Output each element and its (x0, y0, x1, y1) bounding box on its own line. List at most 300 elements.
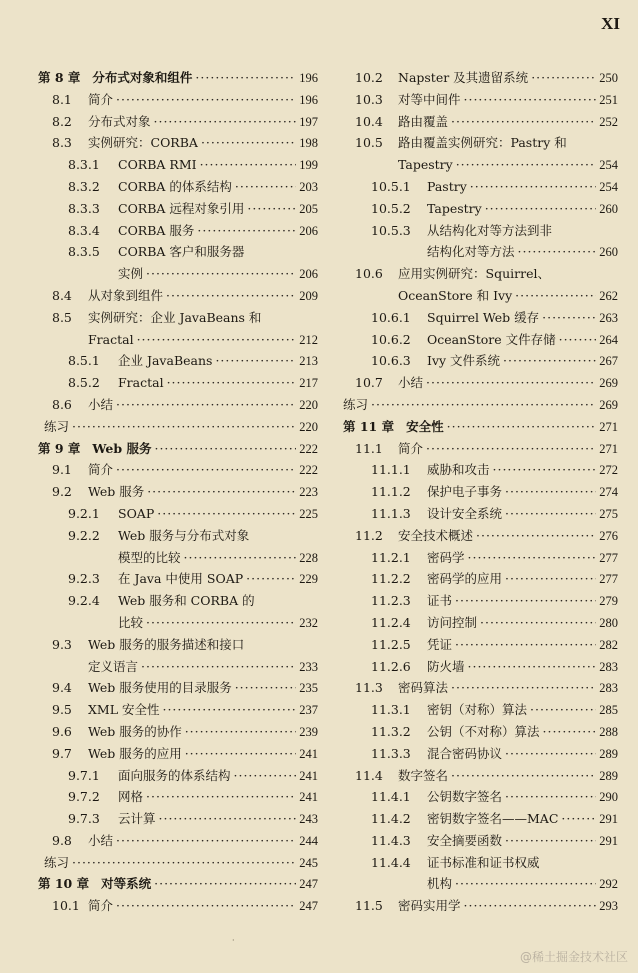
toc-title: Fractal (88, 331, 134, 347)
toc-number: 9.2.4 (68, 593, 100, 609)
toc-page: 243 (299, 812, 318, 827)
toc-section[interactable] (343, 198, 618, 220)
toc-section[interactable] (38, 89, 318, 111)
toc-number: 9.7 (52, 745, 72, 761)
toc-title: 对等中间件 (398, 91, 461, 107)
toc-page: 225 (299, 506, 318, 521)
toc-page: 292 (599, 877, 618, 892)
toc-title: Tapestry (427, 200, 482, 216)
toc-page: 220 (299, 397, 318, 412)
toc-number: 第 8 章 (38, 70, 81, 85)
leader-dots (157, 503, 296, 525)
toc-section[interactable] (38, 176, 318, 198)
toc-page: 276 (599, 528, 618, 543)
toc-section[interactable] (38, 285, 318, 307)
toc-page: 288 (599, 724, 618, 739)
toc-title: 威胁和攻击 (427, 462, 490, 478)
leader-dots (159, 808, 297, 830)
toc-title: 企业 JavaBeans (118, 353, 213, 369)
toc-page: 289 (599, 768, 618, 783)
toc-section[interactable] (38, 612, 318, 634)
toc-section[interactable] (343, 677, 618, 699)
toc-page: 206 (299, 223, 318, 238)
toc-number: 10.6 (355, 266, 383, 282)
toc-section[interactable] (38, 350, 318, 372)
toc-number: 10.5.2 (371, 200, 411, 216)
toc-page: 209 (299, 288, 318, 303)
toc-title: 小结 (88, 396, 114, 412)
toc-number: 11.3 (355, 680, 383, 696)
toc-page: 251 (599, 92, 618, 107)
toc-section[interactable] (343, 220, 618, 242)
toc-title: 应用实例研究：Squirrel、 (398, 266, 550, 282)
toc-section[interactable] (343, 852, 618, 874)
toc-title: CORBA 客户和服务器 (118, 244, 245, 260)
toc-number: 10.6.3 (371, 353, 411, 369)
toc-section[interactable] (38, 372, 318, 394)
toc-title: 从结构化对等方法到非 (427, 222, 553, 238)
leader-dots (464, 895, 597, 917)
toc-section[interactable] (38, 547, 318, 569)
watermark: @稀土掘金技术社区 (519, 950, 628, 964)
toc-number: 10.5.1 (371, 178, 411, 194)
toc-title: Pastry (427, 178, 467, 194)
leader-dots (141, 656, 296, 678)
toc-page: 203 (299, 179, 318, 194)
toc-number: 9.6 (52, 723, 72, 739)
toc-number: 10.5 (355, 135, 383, 151)
toc-title: Web 服务和 CORBA 的 (118, 593, 255, 609)
toc-section[interactable] (38, 634, 318, 656)
toc-title: 云计算 (118, 811, 156, 827)
leader-dots (455, 634, 596, 656)
toc-section[interactable] (343, 438, 618, 460)
toc-section[interactable] (38, 459, 318, 481)
toc-page: 244 (299, 833, 318, 848)
leader-dots (247, 198, 296, 220)
leader-dots (246, 568, 296, 590)
toc-section[interactable] (343, 89, 618, 111)
toc-number: 11.4.3 (371, 832, 411, 848)
toc-number: 9.2 (52, 484, 72, 500)
toc-title: 密码学 (427, 549, 465, 565)
toc-title: 混合密码协议 (427, 745, 503, 761)
toc-page: 275 (599, 506, 618, 521)
toc-page: 212 (299, 332, 318, 347)
toc-number: 10.4 (355, 113, 383, 129)
toc-section[interactable] (38, 111, 318, 133)
toc-section[interactable] (343, 132, 618, 154)
toc-section[interactable] (38, 721, 318, 743)
toc-page: 229 (299, 572, 318, 587)
toc-chapter[interactable] (38, 873, 318, 895)
toc-section[interactable] (343, 743, 618, 765)
toc-section[interactable] (343, 765, 618, 787)
toc-title: Tapestry (398, 157, 453, 173)
toc-title: 练习 (44, 854, 70, 870)
leader-dots (154, 438, 296, 460)
toc-page: 264 (599, 332, 618, 347)
toc-page: 197 (299, 114, 318, 129)
toc-number: 11.1.3 (371, 505, 411, 521)
toc-chapter[interactable] (38, 438, 318, 460)
toc-section[interactable] (38, 329, 318, 351)
toc-section[interactable] (343, 656, 618, 678)
leader-dots (470, 176, 596, 198)
toc-number: 8.6 (52, 396, 72, 412)
leader-dots (480, 612, 596, 634)
toc-section[interactable] (343, 263, 618, 285)
toc-page: 232 (299, 615, 318, 630)
toc-section[interactable] (343, 634, 618, 656)
toc-number: 8.5.1 (68, 353, 100, 369)
toc-title: 数字签名 (398, 767, 449, 783)
toc-number: 11.2.4 (371, 614, 411, 630)
leader-dots (72, 416, 296, 438)
toc-title: Web 服务 (88, 484, 145, 500)
toc-section[interactable] (343, 503, 618, 525)
page-number: XI (601, 14, 620, 33)
toc-section[interactable] (343, 830, 618, 852)
toc-title: Web 服务的应用 (88, 745, 182, 761)
toc-title: 证书 (427, 593, 453, 609)
leader-dots (72, 852, 296, 874)
toc-title: 设计安全系统 (427, 505, 503, 521)
toc-number: 8.5.2 (68, 375, 100, 391)
toc-number: 10.2 (355, 70, 383, 85)
toc-exercises[interactable] (38, 852, 318, 874)
toc-title: 公钥数字签名 (427, 789, 503, 805)
toc-section[interactable] (38, 765, 318, 787)
toc-title: 安全技术概述 (398, 527, 474, 543)
leader-dots (154, 873, 296, 895)
toc-page: 233 (299, 659, 318, 674)
toc-title: 简介 (88, 91, 114, 107)
toc-number: 8.2 (52, 113, 72, 129)
toc-number: 10.6.1 (371, 309, 411, 325)
toc-page: 280 (599, 615, 618, 630)
toc-number: 9.8 (52, 832, 72, 848)
toc-number: 8.3.3 (68, 200, 100, 216)
toc-section[interactable] (38, 481, 318, 503)
leader-dots (505, 786, 596, 808)
toc-section[interactable] (38, 394, 318, 416)
toc-section[interactable] (343, 786, 618, 808)
toc-number: 第 10 章 (38, 876, 90, 892)
toc-section[interactable] (38, 830, 318, 852)
toc-page: 282 (599, 637, 618, 652)
leader-dots (503, 350, 596, 372)
toc-title: Web 服务使用的目录服务 (88, 680, 232, 696)
toc-title: CORBA 的体系结构 (118, 178, 232, 194)
leader-dots (542, 307, 596, 329)
toc-section[interactable] (343, 372, 618, 394)
toc-section[interactable] (343, 481, 618, 503)
toc-number: 11.1.2 (371, 484, 411, 500)
toc-section[interactable] (343, 307, 618, 329)
leader-dots (451, 111, 596, 133)
toc-title: Fractal (118, 375, 164, 391)
toc-column-left (38, 67, 318, 917)
page-speck: · (232, 936, 235, 945)
toc-number: 10.1 (52, 898, 80, 914)
toc-title: OceanStore 文件存储 (427, 331, 556, 347)
toc-title: CORBA RMI (118, 157, 197, 173)
toc-page: 285 (599, 703, 618, 718)
toc-title: 实例研究：企业 JavaBeans 和 (88, 309, 262, 325)
leader-dots (184, 547, 297, 569)
leader-dots (451, 765, 596, 787)
toc-number: 10.7 (355, 375, 383, 391)
toc-section[interactable] (343, 808, 618, 830)
toc-exercises[interactable] (38, 416, 318, 438)
toc-title: 简介 (88, 898, 114, 914)
toc-page: 223 (299, 485, 318, 500)
toc-page: 274 (599, 485, 618, 500)
toc-section[interactable] (38, 525, 318, 547)
toc-section[interactable] (38, 677, 318, 699)
toc-number: 11.2.1 (371, 549, 411, 565)
leader-dots (426, 438, 596, 460)
toc-page: 260 (599, 245, 618, 260)
leader-dots (167, 372, 297, 394)
toc-number: 9.7.2 (68, 789, 100, 805)
toc-section[interactable] (38, 154, 318, 176)
toc-title: 网格 (118, 789, 144, 805)
toc-page: 267 (599, 354, 618, 369)
leader-dots (447, 416, 597, 438)
toc-section[interactable] (343, 699, 618, 721)
toc-title: 实例研究：CORBA (88, 135, 198, 151)
toc-chapter[interactable] (38, 67, 318, 89)
toc-number: 8.5 (52, 309, 72, 325)
toc-section[interactable] (38, 699, 318, 721)
toc-number: 11.3.3 (371, 745, 411, 761)
leader-dots (455, 873, 596, 895)
leader-dots (464, 89, 597, 111)
toc-number: 9.2.2 (68, 527, 100, 543)
leader-dots (455, 590, 596, 612)
toc-title: 密码算法 (398, 680, 449, 696)
toc-title: 安全摘要函数 (427, 832, 503, 848)
leader-dots (200, 154, 297, 176)
leader-dots (235, 677, 297, 699)
leader-dots (116, 394, 296, 416)
leader-dots (485, 198, 597, 220)
toc-number: 9.2.1 (68, 505, 100, 521)
toc-section[interactable] (343, 525, 618, 547)
toc-title: 结构化对等方法 (427, 244, 515, 260)
leader-dots (185, 743, 297, 765)
toc-section[interactable] (343, 285, 618, 307)
toc-section[interactable] (343, 329, 618, 351)
toc-page: 237 (299, 703, 318, 718)
toc-number: 11.5 (355, 898, 383, 914)
toc-page: 228 (299, 550, 318, 565)
toc-section[interactable] (343, 350, 618, 372)
toc-title: Ivy 文件系统 (427, 353, 501, 369)
leader-dots (197, 220, 296, 242)
toc-section[interactable] (343, 873, 618, 895)
toc-title: OceanStore 和 Ivy (398, 287, 513, 303)
toc-exercises[interactable] (343, 394, 618, 416)
leader-dots (468, 656, 597, 678)
toc-page: 250 (599, 71, 618, 85)
toc-title: CORBA 远程对象引用 (118, 200, 245, 216)
toc-page: 277 (599, 572, 618, 587)
toc-number: 11.2.6 (371, 658, 411, 674)
toc-page: 283 (599, 681, 618, 696)
toc-section[interactable] (343, 895, 618, 917)
toc-number: 8.3 (52, 135, 72, 151)
leader-dots (195, 67, 296, 89)
toc-title: XML 安全性 (88, 702, 160, 718)
toc-title: 分布式对象 (88, 113, 151, 129)
toc-section[interactable] (343, 154, 618, 176)
leader-dots (451, 677, 596, 699)
toc-page: 289 (599, 746, 618, 761)
toc-page: 271 (599, 441, 618, 456)
toc-number: 10.3 (355, 91, 383, 107)
leader-dots (456, 154, 597, 176)
toc-section[interactable] (343, 547, 618, 569)
toc-section[interactable] (38, 220, 318, 242)
toc-page: 254 (599, 179, 618, 194)
toc-page: 217 (299, 376, 318, 391)
toc-section[interactable] (38, 307, 318, 329)
leader-dots (137, 329, 297, 351)
leader-dots (116, 89, 296, 111)
toc-title: 比较 (118, 614, 144, 630)
toc-page: 277 (599, 550, 618, 565)
toc-section[interactable] (343, 568, 618, 590)
toc-section[interactable] (343, 721, 618, 743)
toc-number: 11.4.1 (371, 789, 411, 805)
toc-section[interactable] (343, 612, 618, 634)
toc-title: 防火墙 (427, 658, 465, 674)
toc-number: 9.3 (52, 636, 72, 652)
toc-section[interactable] (38, 895, 318, 917)
toc-chapter[interactable] (343, 416, 618, 438)
toc-title: 简介 (398, 440, 424, 456)
toc-title: 模型的比较 (118, 549, 181, 565)
leader-dots (505, 743, 596, 765)
leader-dots (162, 699, 296, 721)
toc-title: SOAP (118, 505, 155, 521)
toc-page: 293 (599, 899, 618, 914)
leader-dots (505, 830, 596, 852)
toc-title: 凭证 (427, 636, 453, 652)
toc-number: 11.2.2 (371, 571, 411, 587)
leader-dots (116, 459, 296, 481)
toc-section[interactable] (38, 132, 318, 154)
toc-title: 定义语言 (88, 658, 139, 674)
toc-section[interactable] (38, 743, 318, 765)
toc-section[interactable] (38, 568, 318, 590)
leader-dots (154, 111, 297, 133)
toc-title: 小结 (398, 375, 424, 391)
toc-section[interactable] (38, 590, 318, 612)
toc-number: 11.4.2 (371, 811, 411, 827)
leader-dots (235, 176, 296, 198)
toc-section[interactable] (38, 241, 318, 263)
toc-section[interactable] (38, 263, 318, 285)
toc-number: 8.3.5 (68, 244, 100, 260)
toc-page: 245 (299, 855, 318, 870)
toc-title: Squirrel Web 缓存 (427, 309, 540, 325)
toc-page: 269 (599, 376, 618, 391)
leader-dots (531, 67, 596, 89)
leader-dots (116, 830, 296, 852)
toc-title: 路由覆盖 (398, 113, 449, 129)
toc-title: 路由覆盖实例研究：Pastry 和 (398, 135, 567, 151)
toc-number: 9.7.1 (68, 767, 100, 783)
toc-page: 254 (599, 158, 618, 173)
toc-number: 8.4 (52, 287, 72, 303)
toc-number: 9.2.3 (68, 571, 100, 587)
toc-section[interactable] (343, 241, 618, 263)
toc-title: 实例 (118, 266, 144, 282)
toc-title: 分布式对象和组件 (92, 70, 193, 85)
leader-dots (530, 699, 596, 721)
toc-section[interactable] (343, 459, 618, 481)
toc-title: 密码学的应用 (427, 571, 503, 587)
toc-section[interactable] (343, 590, 618, 612)
leader-dots (468, 547, 597, 569)
toc-title: 面向服务的体系结构 (118, 767, 231, 783)
toc-section[interactable] (343, 176, 618, 198)
leader-dots (234, 765, 297, 787)
leader-dots (116, 895, 296, 917)
toc-number: 8.3.4 (68, 222, 100, 238)
toc-title: 机构 (427, 876, 453, 892)
toc-title: 在 Java 中使用 SOAP (118, 571, 244, 587)
leader-dots (426, 372, 596, 394)
toc-section[interactable] (38, 656, 318, 678)
toc-title: 证书标准和证书权威 (427, 854, 540, 870)
toc-number: 11.3.2 (371, 723, 411, 739)
toc-title: 简介 (88, 462, 114, 478)
leader-dots (515, 285, 596, 307)
toc-number: 第 9 章 (38, 440, 81, 456)
leader-dots (215, 350, 296, 372)
toc-number: 11.3.1 (371, 702, 411, 718)
toc-title: Napster 及其遗留系统 (398, 70, 529, 85)
toc-title: 对等系统 (101, 876, 152, 892)
leader-dots (476, 525, 596, 547)
leader-dots (146, 612, 296, 634)
toc-title: CORBA 服务 (118, 222, 195, 238)
toc-page: 199 (299, 158, 318, 173)
toc-title: 公钥（不对称）算法 (427, 723, 540, 739)
toc-section[interactable] (38, 808, 318, 830)
leader-dots (559, 329, 597, 351)
toc-title: 密钥（对称）算法 (427, 702, 528, 718)
toc-section[interactable] (38, 786, 318, 808)
leader-dots (561, 808, 596, 830)
toc-page: 279 (599, 594, 618, 609)
toc-section[interactable] (38, 198, 318, 220)
toc-section[interactable] (343, 111, 618, 133)
toc-page: 220 (299, 419, 318, 434)
toc-title: 安全性 (406, 418, 444, 434)
leader-dots (147, 481, 296, 503)
toc-number: 11.1 (355, 440, 383, 456)
toc-section[interactable] (38, 503, 318, 525)
toc-title: Web 服务与分布式对象 (118, 527, 250, 543)
toc-title: 练习 (44, 418, 70, 434)
toc-section[interactable] (343, 67, 618, 89)
